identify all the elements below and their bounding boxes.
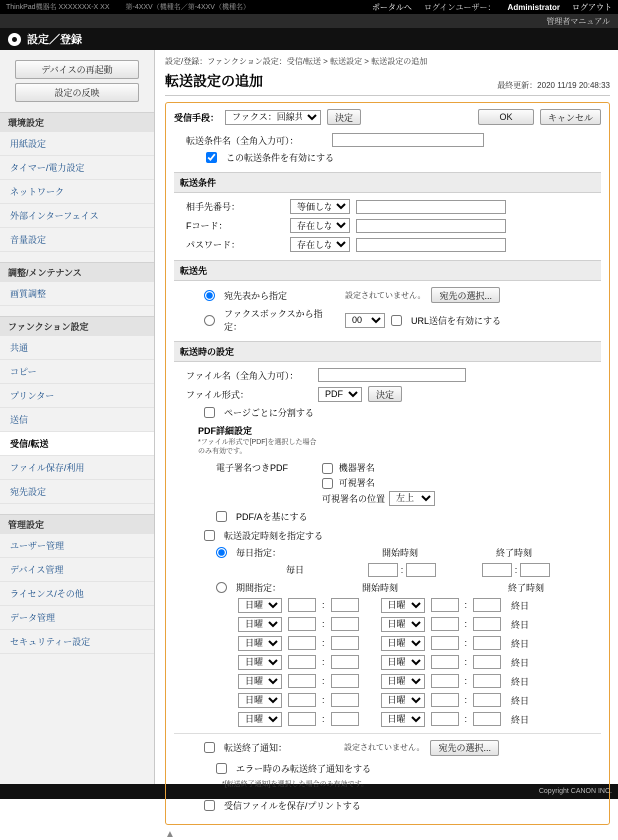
pdf-a-label: PDF/Aを基にする <box>236 511 308 522</box>
period-end-hour-input[interactable] <box>431 655 459 669</box>
file-format-decide-button[interactable]: 決定 <box>368 386 402 402</box>
period-end-weekday-select[interactable] <box>381 674 425 689</box>
error-only-notify-label: エラー時のみ転送終了通知をする <box>236 763 372 774</box>
apply-settings-button[interactable]: 設定の反映 <box>15 83 139 102</box>
forward-done-notify-row <box>174 740 601 756</box>
sidebar-group-kankyo: 環境設定 <box>0 112 154 132</box>
logout-link[interactable]: ログアウト <box>572 2 612 12</box>
forward-done-notify-checkbox[interactable] <box>204 742 215 753</box>
period-end-weekday-select[interactable] <box>381 712 425 727</box>
period-end-hour-input[interactable] <box>431 598 459 612</box>
dest-not-set-text: 設定されていません。 <box>345 290 426 300</box>
receive-method-decide-button[interactable]: 決定 <box>327 109 361 125</box>
breadcrumb: 設定/登録：ファンクション設定：受信/転送 > 転送設定 > 転送設定の追加 <box>165 57 428 66</box>
sidebar-item-device-management[interactable]: デバイス管理 <box>0 558 154 582</box>
daily-end-header: 終了時刻 <box>495 547 532 558</box>
device-signature-checkbox[interactable] <box>322 463 333 474</box>
period-end-day-label: 終日 <box>511 600 530 611</box>
dest-addressbook-radio[interactable] <box>204 290 215 301</box>
condition-name-label: 転送条件名（全角入力可）： <box>186 135 299 146</box>
period-start-hour-input[interactable] <box>288 655 316 669</box>
split-pages-checkbox[interactable] <box>204 407 215 418</box>
daily-start-header: 開始時刻 <box>381 547 418 558</box>
period-start-weekday-select[interactable] <box>238 636 282 651</box>
sidebar-item-receive-forward[interactable]: 受信/転送 <box>0 432 154 456</box>
login-user-name: Administrator <box>507 2 560 12</box>
sidebar-item-network[interactable]: ネットワーク <box>0 180 154 204</box>
period-end-hour-input[interactable] <box>431 674 459 688</box>
period-end-hour-input[interactable] <box>431 636 459 650</box>
url-send-checkbox[interactable] <box>391 315 402 326</box>
period-end-min-input[interactable] <box>473 598 501 612</box>
period-start-weekday-select[interactable] <box>238 712 282 727</box>
period-end-weekday-select[interactable] <box>381 636 425 651</box>
daily-start-hour-input[interactable] <box>368 563 398 577</box>
pdf-a-row <box>174 510 601 523</box>
admin-manual-link[interactable]: 管理者マニュアル <box>546 16 610 26</box>
period-end-weekday-select[interactable] <box>381 693 425 708</box>
sidebar-item-volume[interactable]: 音量設定 <box>0 228 154 252</box>
sidebar-item-destination[interactable]: 宛先設定 <box>0 480 154 504</box>
period-end-day-label: 終日 <box>511 714 530 725</box>
dest-addressbook-row <box>174 287 601 303</box>
fcode-input[interactable] <box>356 219 506 233</box>
error-only-notify-row <box>174 762 601 775</box>
daily-label: 毎日指定： <box>236 547 282 558</box>
error-only-notify-checkbox[interactable] <box>216 763 227 774</box>
forward-settings-panel <box>165 102 610 825</box>
device-info-bar <box>0 0 618 14</box>
digital-signature-row <box>174 461 601 506</box>
period-label: 期間指定： <box>236 582 282 593</box>
device-name-text: 第-4XXV（機種名／第-4XXV（機種名） <box>125 4 250 11</box>
login-user-label: ログインユーザー： <box>423 2 496 12</box>
device-model-text: ThinkPad機器名 XXXXXXX-X XX <box>6 4 110 11</box>
enable-condition-checkbox[interactable] <box>206 152 217 163</box>
receive-method-label: 受信手段： <box>174 112 220 123</box>
condition-name-input[interactable] <box>332 133 484 147</box>
period-start-header: 開始時刻 <box>361 582 398 593</box>
pdf-a-checkbox[interactable] <box>216 511 227 522</box>
title-divider <box>165 95 610 96</box>
device-signature-label: 機器署名 <box>338 462 375 473</box>
app-title-bar <box>0 28 618 50</box>
file-format-select[interactable] <box>318 387 362 402</box>
dest-addressbook-label: 宛先表から指定 <box>224 290 288 301</box>
period-end-min-input[interactable] <box>473 655 501 669</box>
receive-method-select[interactable] <box>225 110 321 125</box>
condition-row-fax-number <box>174 199 601 214</box>
period-radio[interactable] <box>216 582 227 593</box>
period-row <box>174 581 601 594</box>
last-updated-text: 最終更新：2020 11/19 20:48:33 <box>497 81 610 90</box>
period-start-hour-input[interactable] <box>288 712 316 726</box>
file-name-row <box>174 368 601 382</box>
portal-link[interactable]: ポータルへ <box>371 2 412 12</box>
visible-signature-checkbox[interactable] <box>322 478 333 489</box>
section-conditions: 転送条件 <box>174 172 601 193</box>
period-start-weekday-select[interactable] <box>238 674 282 689</box>
split-pages-label: ページごとに分割する <box>224 408 314 418</box>
period-start-weekday-select[interactable] <box>238 655 282 670</box>
sidebar-item-user-management[interactable]: ユーザー管理 <box>0 534 154 558</box>
sidebar-item-data-management[interactable]: データ管理 <box>0 606 154 630</box>
condition-row-fcode <box>174 218 601 233</box>
period-start-hour-input[interactable] <box>288 674 316 688</box>
ok-button[interactable]: OK <box>478 109 534 125</box>
fax-number-condition-select[interactable] <box>290 199 350 214</box>
forward-done-notify-label: 転送終了通知： <box>224 743 288 754</box>
period-time-row: 日曜日 : 日曜日 : 終日 <box>174 617 601 632</box>
section-forward-settings: 転送時の設定 <box>174 341 601 362</box>
save-print-checkbox[interactable] <box>204 800 215 811</box>
period-end-weekday-select[interactable] <box>381 655 425 670</box>
period-start-hour-input[interactable] <box>288 598 316 612</box>
period-end-day-label: 終日 <box>511 695 530 706</box>
digital-signature-label: 電子署名つきPDF <box>216 462 289 473</box>
file-name-label: ファイル名（全角入力可）： <box>186 370 299 381</box>
page-title: 転送設定の追加 <box>165 73 263 89</box>
period-rows-container <box>174 598 601 727</box>
period-time-row: 日曜日 : 日曜日 : 終日 <box>174 712 601 727</box>
dest-faxbox-radio[interactable] <box>204 315 215 326</box>
dest-faxbox-label: ファクスボックスから指定： <box>224 309 323 332</box>
sidebar <box>0 50 155 784</box>
period-end-hour-input[interactable] <box>431 712 459 726</box>
fax-number-label: 相手先番号： <box>186 202 241 212</box>
copyright-text: Copyright CANON INC. <box>538 788 612 795</box>
period-start-min-input[interactable] <box>331 674 359 688</box>
password-input[interactable] <box>356 238 506 252</box>
daily-end-min-input[interactable] <box>520 563 550 577</box>
period-start-min-input[interactable] <box>331 712 359 726</box>
period-time-row: 日曜日 : 日曜日 : 終日 <box>174 636 601 651</box>
dest-faxbox-row <box>174 307 601 333</box>
condition-row-password <box>174 237 601 252</box>
pdf-detail-title: PDF詳細設定 <box>198 426 253 436</box>
period-end-min-input[interactable] <box>473 693 501 707</box>
file-format-row <box>174 386 601 402</box>
save-print-label: 受信ファイルを保存/プリントする <box>224 800 361 811</box>
period-start-hour-input[interactable] <box>288 693 316 707</box>
gear-icon <box>8 33 21 46</box>
period-end-hour-input[interactable] <box>431 693 459 707</box>
fcode-label: Fコード： <box>186 221 228 231</box>
notify-select-button[interactable]: 宛先の選択... <box>430 740 499 756</box>
scroll-top-icon[interactable]: ▲ <box>165 828 175 840</box>
period-start-weekday-select[interactable] <box>238 617 282 632</box>
period-end-weekday-select[interactable] <box>381 617 425 632</box>
sidebar-item-image-quality[interactable]: 画質調整 <box>0 282 154 306</box>
daily-radio[interactable] <box>216 547 227 558</box>
sidebar-group-function: ファンクション設定 <box>0 316 154 336</box>
split-pages-row <box>174 406 601 419</box>
daily-start-min-input[interactable] <box>406 563 436 577</box>
period-start-min-input[interactable] <box>331 636 359 650</box>
period-time-row: 日曜日 : 日曜日 : 終日 <box>174 693 601 708</box>
sidebar-item-license[interactable]: ライセンス/その他 <box>0 582 154 606</box>
page-title-header: 設定／登録 <box>27 34 82 46</box>
period-start-hour-input[interactable] <box>288 636 316 650</box>
forward-time-label: 転送設定時刻を指定する <box>224 530 324 541</box>
period-end-min-input[interactable] <box>473 617 501 631</box>
receive-method-row <box>174 109 601 125</box>
period-time-row: 日曜日 : 日曜日 : 終日 <box>174 655 601 670</box>
period-start-min-input[interactable] <box>331 693 359 707</box>
condition-name-row <box>174 133 601 147</box>
file-name-input[interactable] <box>318 368 466 382</box>
period-end-day-label: 終日 <box>511 676 530 687</box>
period-end-hour-input[interactable] <box>431 617 459 631</box>
period-end-min-input[interactable] <box>473 712 501 726</box>
visible-signature-label: 可視署名 <box>338 477 375 488</box>
sidebar-item-send[interactable]: 送信 <box>0 408 154 432</box>
admin-manual-bar <box>0 14 618 28</box>
file-format-label: ファイル形式： <box>186 389 249 400</box>
save-print-row <box>174 799 601 812</box>
fax-number-input[interactable] <box>356 200 506 214</box>
sidebar-item-security[interactable]: セキュリティー設定 <box>0 630 154 654</box>
error-only-note: *[転送終了通知]を選択した場合のみ有効です。 <box>222 780 369 788</box>
visible-signature-position-select[interactable] <box>389 491 435 506</box>
sidebar-group-maintenance: 調整/メンテナンス <box>0 262 154 282</box>
period-time-row: 日曜日 : 日曜日 : 終日 <box>174 598 601 613</box>
daily-row <box>174 546 601 559</box>
forward-time-checkbox[interactable] <box>204 530 215 541</box>
period-start-weekday-select[interactable] <box>238 598 282 613</box>
daily-end-hour-input[interactable] <box>482 563 512 577</box>
sidebar-item-copy[interactable]: コピー <box>0 360 154 384</box>
enable-condition-label: この転送条件を有効にする <box>226 153 335 163</box>
url-send-label: URL送信を有効にする <box>411 315 502 326</box>
period-start-min-input[interactable] <box>331 655 359 669</box>
dest-faxbox-select[interactable] <box>345 313 385 328</box>
sidebar-item-timer[interactable]: タイマー/電力設定 <box>0 156 154 180</box>
period-end-min-input[interactable] <box>473 636 501 650</box>
restart-device-button[interactable]: デバイスの再起動 <box>15 60 139 79</box>
daily-row-label: 毎日 <box>286 565 305 576</box>
dest-select-button[interactable]: 宛先の選択... <box>431 287 500 303</box>
period-start-hour-input[interactable] <box>288 617 316 631</box>
sidebar-group-management: 管理設定 <box>0 514 154 534</box>
period-end-day-label: 終日 <box>511 619 530 630</box>
sidebar-item-file-store[interactable]: ファイル保存/利用 <box>0 456 154 480</box>
period-start-min-input[interactable] <box>331 617 359 631</box>
section-destination: 転送先 <box>174 260 601 281</box>
notify-not-set-text: 設定されていません。 <box>344 743 425 753</box>
visible-signature-position-label: 可視署名の位置 <box>322 493 386 504</box>
period-start-weekday-select[interactable] <box>238 693 282 708</box>
enable-condition-row <box>174 151 601 164</box>
cancel-button[interactable]: キャンセル <box>540 109 601 125</box>
period-end-header: 終了時刻 <box>507 582 544 593</box>
password-condition-select[interactable] <box>290 237 350 252</box>
period-end-day-label: 終日 <box>511 638 530 649</box>
period-start-min-input[interactable] <box>331 598 359 612</box>
daily-time-row: 毎日 : : <box>174 563 601 577</box>
pdf-detail-note: *ファイル形式で[PDF]を選択した場合のみ有効です。 <box>198 439 317 456</box>
forward-time-row <box>174 529 601 542</box>
period-end-weekday-select[interactable] <box>381 598 425 613</box>
sidebar-item-paper[interactable]: 用紙設定 <box>0 132 154 156</box>
period-time-row: 日曜日 : 日曜日 : 終日 <box>174 674 601 689</box>
sidebar-item-external-interface[interactable]: 外部インターフェイス <box>0 204 154 228</box>
password-label: パスワード： <box>186 240 241 250</box>
sidebar-item-printer[interactable]: プリンター <box>0 384 154 408</box>
fcode-condition-select[interactable] <box>290 218 350 233</box>
period-end-day-label: 終日 <box>511 657 530 668</box>
sidebar-item-common[interactable]: 共通 <box>0 336 154 360</box>
period-end-min-input[interactable] <box>473 674 501 688</box>
